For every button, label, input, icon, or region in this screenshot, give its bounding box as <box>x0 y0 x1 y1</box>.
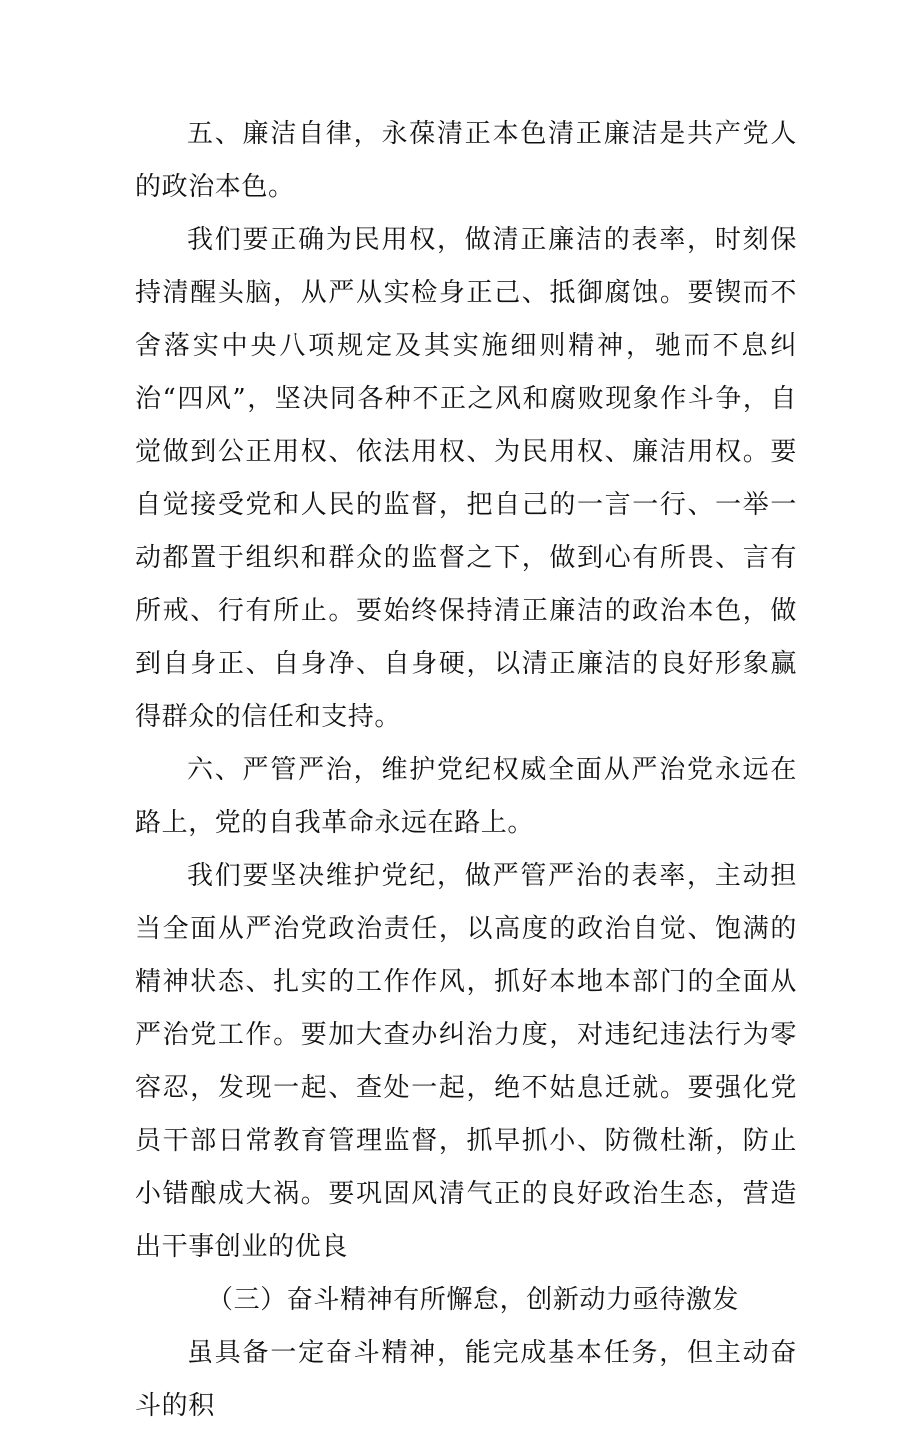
paragraph-discipline: 我们要坚决维护党纪，做严管严治的表率，主动担当全面从严治党政治责任，以高度的政治自觉、饱满的精神状态、扎实的工作作风，抓好本地本部门的全面从严治党工作。要加大查办纠治力度，对违纪违法行为零容忍，发现一起、查处一起，绝不姑息迁就。要强化党员干部日常教育管理监督，抓早抓小、防微杜渐，防止小错酿成大祸。要巩固风清气正的良好政治生态，营造出干事创业的优良 <box>135 861 797 1262</box>
paragraph-integrity: 我们要正确为民用权，做清正廉洁的表率，时刻保持清醒头脑，从严从实检身正己、抵御腐蚀。要锲而不舍落实中央八项规定及其实施细则精神，驰而不息纠治“四风”，坚决同各种不正之风和腐败现象作斗争，自觉做到公正用权、依法用权、为民用权、廉洁用权。要自觉接受党和人民的监督，把自己的一言一行、一举一动都置于组织和群众的监督之下，做到心有所畏、言有所戒、行有所止。要始终保持清正廉洁的政治本色，做到自身正、自身净、自身硬，以清正廉洁的良好形象赢得群众的信任和支持。 <box>135 225 797 732</box>
section-heading-five: 五、廉洁自律，永葆清正本色清正廉洁是共产党人的政治本色。 <box>135 119 797 202</box>
subheading-three: （三）奋斗精神有所懈怠，创新动力亟待激发 <box>207 1285 740 1315</box>
paragraph-struggle-spirit: 虽具备一定奋斗精神，能完成基本任务，但主动奋斗的积 <box>135 1338 797 1421</box>
section-heading-six: 六、严管严治，维护党纪权威全面从严治党永远在路上，党的自我革命永远在路上。 <box>135 755 797 838</box>
document-body <box>135 108 797 1421</box>
